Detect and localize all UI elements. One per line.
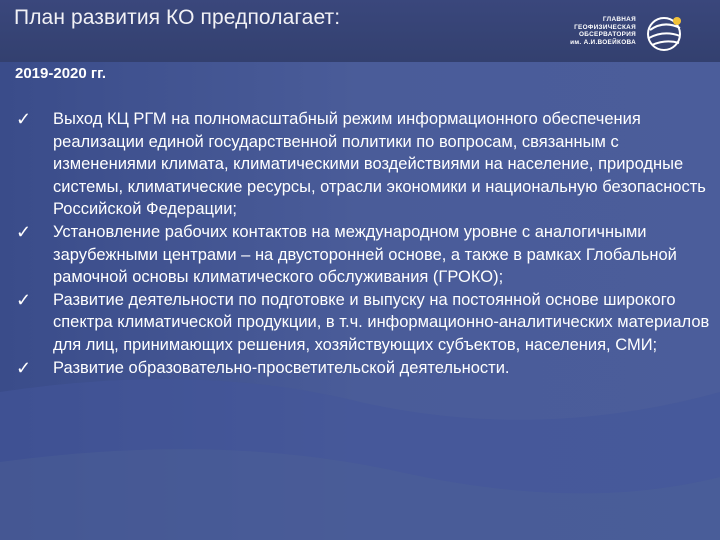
- list-item-text: Развитие деятельности по подготовке и выпуску на постоянной основе широкого спектра климатической продукции, в т.ч. информационно-аналитических материалов для лиц, принимающих решения, хозяйствующих субъектов, населения, СМИ;: [53, 290, 710, 354]
- header-bar: [0, 0, 720, 62]
- globe-icon: [642, 14, 686, 54]
- slide-title: План развития КО предполагает:: [14, 6, 341, 29]
- logo-line: им. А.И.ВОЕЙКОВА: [570, 38, 636, 46]
- list-item-text: Выход КЦ РГМ на полномасштабный режим информационного обеспечения реализации единой государственной политики по вопросам, связанным с изменениями климата, климатическими воздействиями на население, природные системы, климатические ресурсы, отрасли экономики и национальную безопасность Российской Федерации;: [53, 110, 706, 219]
- list-item: [16, 221, 716, 289]
- slide-content: [0, 62, 720, 540]
- check-icon: ✓: [16, 357, 32, 378]
- list-item: [16, 289, 716, 357]
- observatory-logo: [548, 14, 714, 54]
- logo-line: ОБСЕРВАТОРИЯ: [579, 31, 636, 39]
- list-item-text: Развитие образовательно-просветительской деятельности.: [53, 358, 510, 377]
- check-icon: ✓: [16, 109, 32, 129]
- logo-text: [556, 16, 636, 46]
- list-item: [16, 108, 716, 221]
- list-item: [16, 357, 716, 380]
- list-item-text: Установление рабочих контактов на международном уровне с аналогичными зарубежными центрами – на двусторонней основе, а также в рамках Глобальной рамочной основы климатического обслуживания (ГРОКО);: [53, 222, 677, 287]
- period-subtitle: 2019-2020 гг.: [15, 65, 107, 82]
- check-icon: ✓: [16, 221, 32, 242]
- check-icon: ✓: [16, 289, 32, 310]
- logo-line: ГЕОФИЗИЧЕСКАЯ: [574, 23, 636, 31]
- plan-list: [16, 108, 716, 379]
- logo-line: ГЛАВНАЯ: [602, 16, 636, 23]
